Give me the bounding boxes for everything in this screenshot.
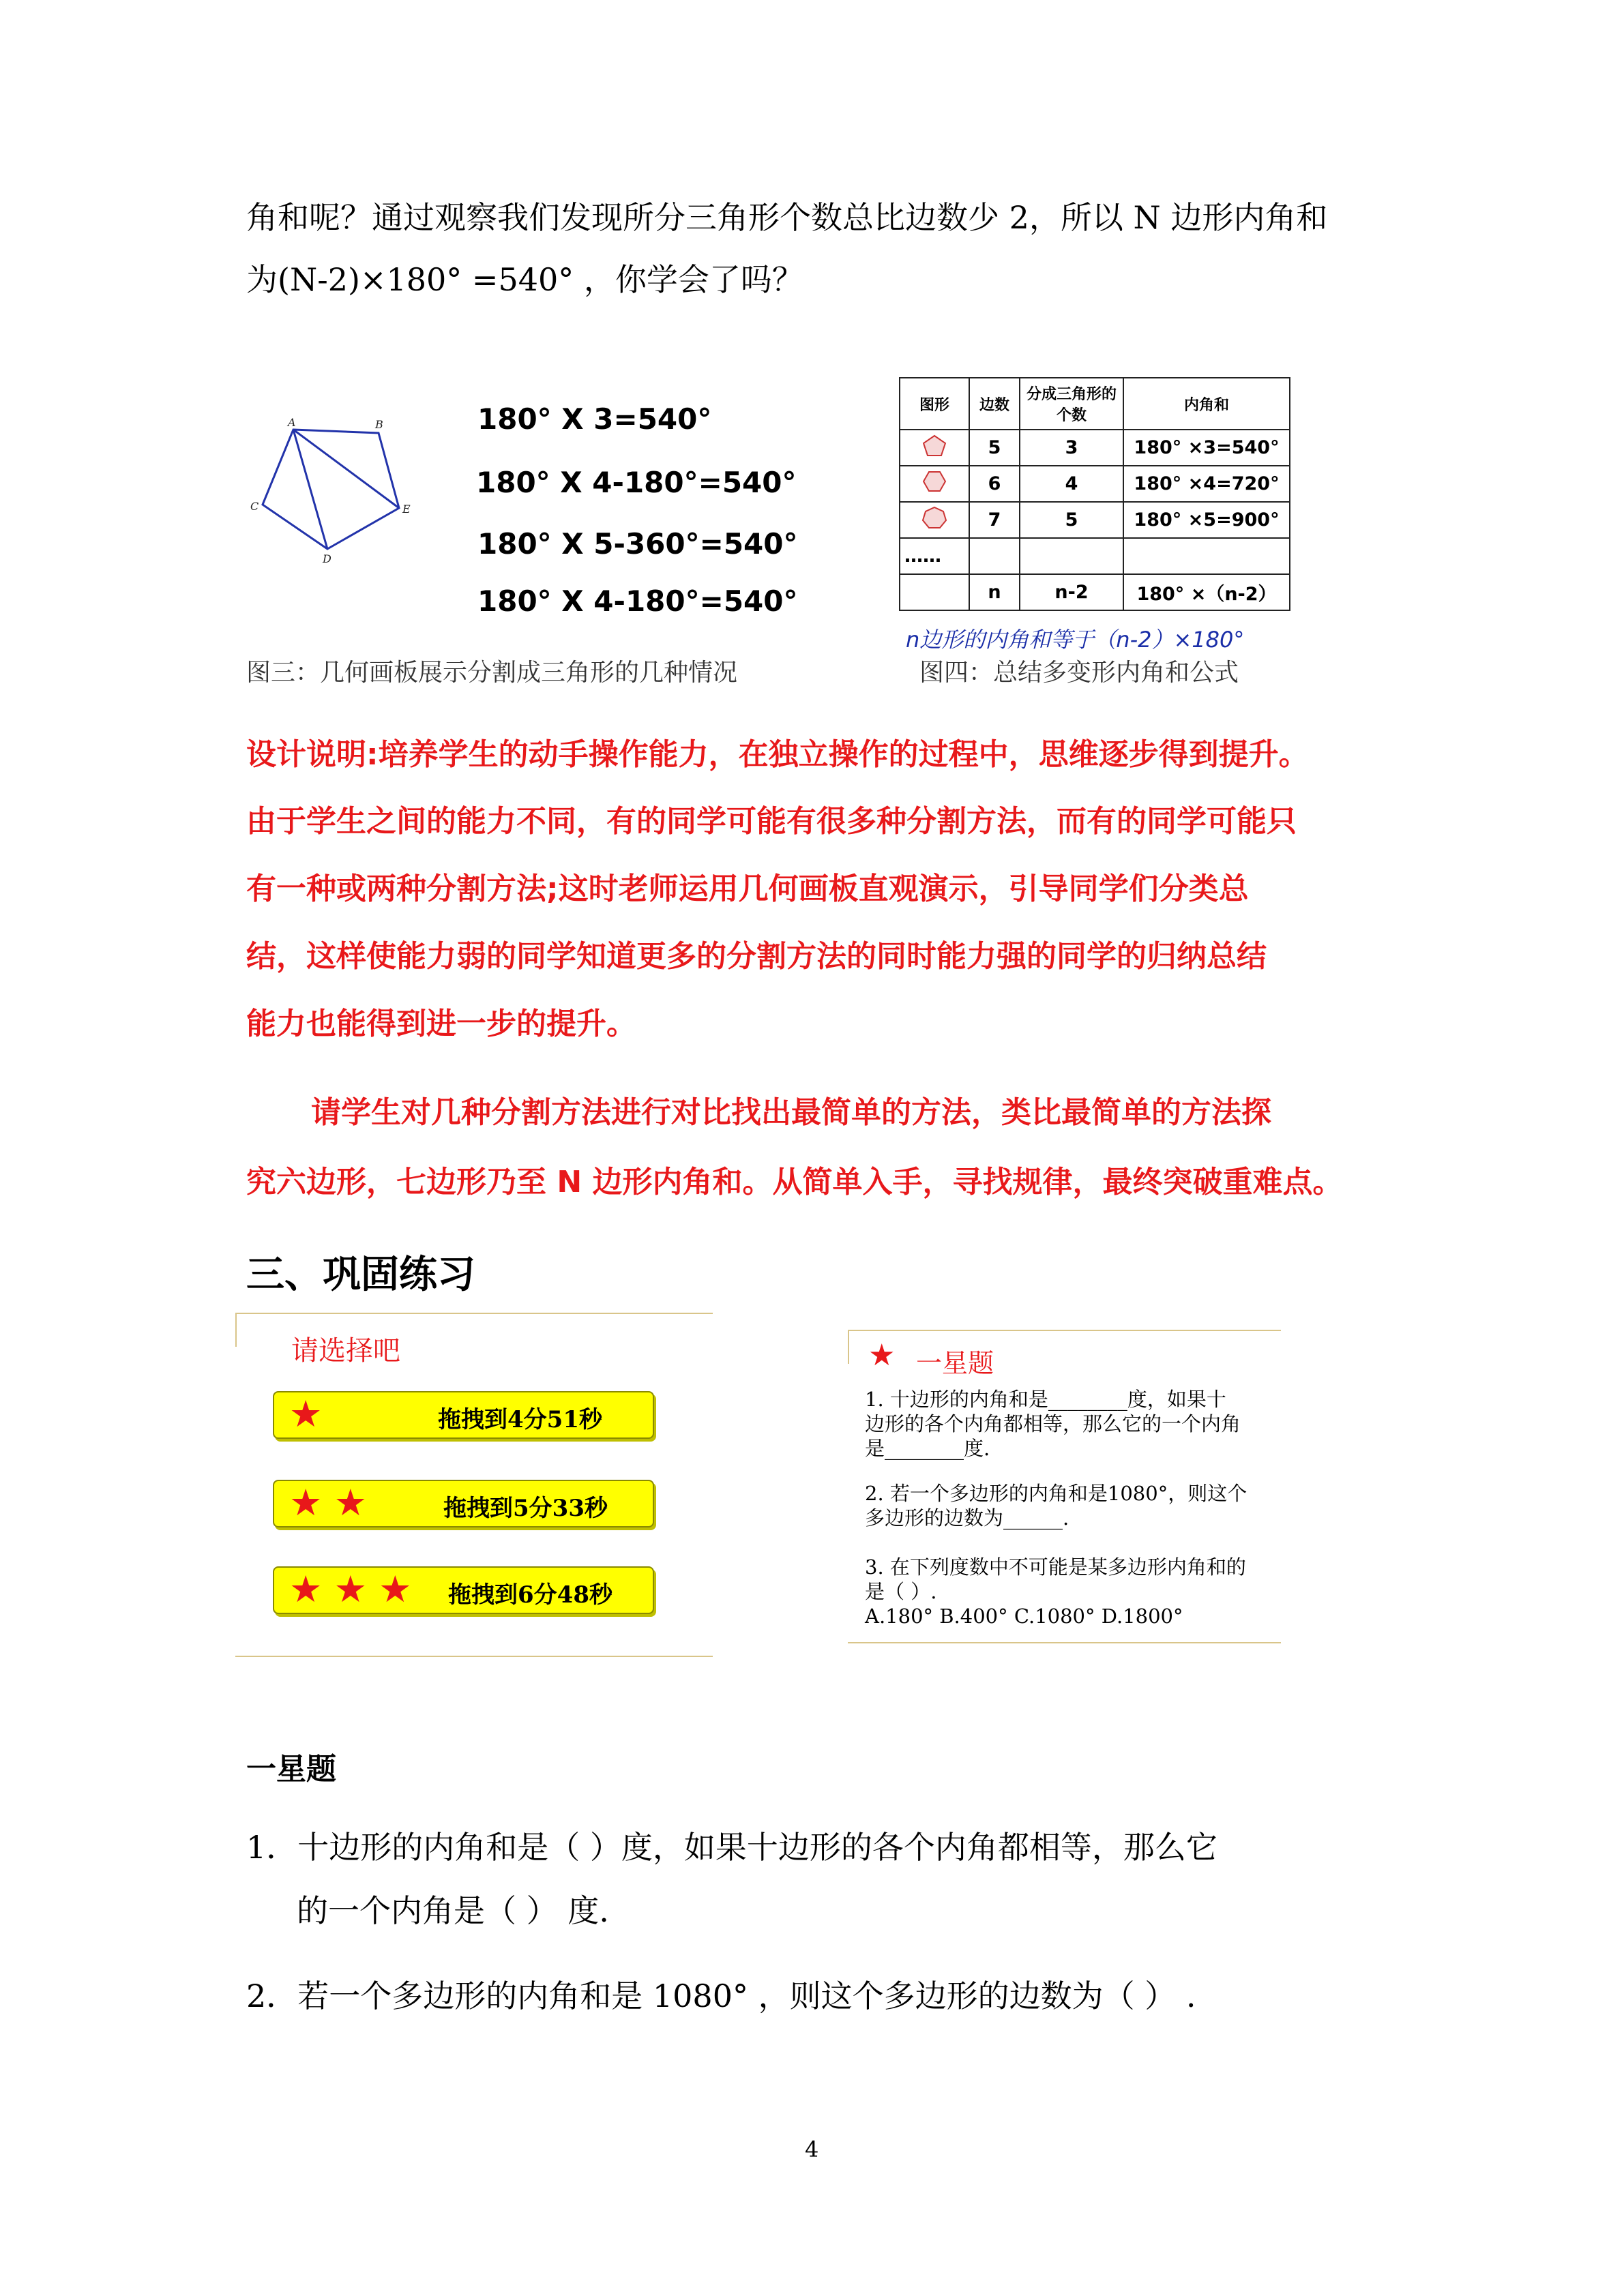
one-star-slide bbox=[848, 1330, 1281, 1643]
slide-left-border bbox=[235, 1313, 237, 1347]
figure3-caption: 图三：几何画板展示分割成三角形的几种情况 bbox=[246, 659, 738, 687]
two-star-button[interactable] bbox=[273, 1480, 654, 1527]
slide-question-text: 1. 十边形的内角和是________度，如果十 bbox=[865, 1388, 1226, 1411]
table-cell bbox=[900, 574, 969, 610]
design-note-para2-line-1: 请学生对几种分割方法进行对比找出最简单的方法，类比最简单的方法探 bbox=[311, 1095, 1271, 1130]
slide-bottom-border bbox=[235, 1656, 713, 1657]
page-number: 4 bbox=[805, 2136, 819, 2162]
question-1-line-1: 1．十边形的内角和是（ ）度，如果十边形的各个内角都相等，那么它 bbox=[246, 1829, 1217, 1866]
table-cell: n-2 bbox=[1020, 574, 1123, 610]
diagonal-ae bbox=[293, 430, 399, 508]
star-icon: ★ ★ bbox=[289, 1481, 367, 1524]
formula-3: 180° X 5-360°=540° bbox=[477, 527, 798, 561]
question-2: 2．若一个多边形的内角和是 1080° ，则这个多边形的边数为（ ） . bbox=[246, 1978, 1196, 2014]
header-triangles: 分成三角形的个数 bbox=[1020, 378, 1123, 430]
table-row bbox=[900, 574, 1290, 610]
design-note-para2-line-2: 究六边形，七边形乃至 N 边形内角和。从简单入手，寻找规律，最终突破重难点。 bbox=[246, 1165, 1343, 1199]
one-star-button[interactable] bbox=[273, 1391, 654, 1439]
vertex-a: A bbox=[288, 416, 296, 429]
star-icon: ★ bbox=[868, 1338, 896, 1373]
slide-question-text: 边形的各个内角都相等，那么它的一个内角 bbox=[865, 1412, 1241, 1435]
header-angle-sum: 内角和 bbox=[1123, 378, 1290, 430]
slide-question-text: 3. 在下列度数中不可能是某多边形内角和的 bbox=[865, 1555, 1246, 1579]
table-cell: n bbox=[969, 574, 1020, 610]
table-cell bbox=[969, 538, 1020, 574]
table-cell: 5 bbox=[1020, 502, 1123, 538]
design-note-line-2: 由于学生之间的能力不同，有的同学可能有很多种分割方法，而有的同学可能只 bbox=[246, 804, 1297, 839]
pentagon-outline bbox=[263, 430, 399, 549]
three-star-button[interactable] bbox=[273, 1566, 654, 1614]
shape-heptagon-icon bbox=[900, 502, 969, 538]
table-cell: 180° ×3=540° bbox=[1123, 430, 1290, 466]
slide-question-text: 是________度. bbox=[865, 1437, 990, 1460]
design-note-line-4: 结，这样使能力弱的同学知道更多的分割方法的同时能力强的同学的归纳总结 bbox=[246, 939, 1267, 974]
slide-title: 一星题 bbox=[916, 1348, 994, 1378]
vertex-e: E bbox=[402, 503, 411, 516]
table-cell bbox=[1123, 538, 1290, 574]
header-sides: 边数 bbox=[969, 378, 1020, 430]
table-cell: 180° ×5=900° bbox=[1123, 502, 1290, 538]
formula-4: 180° X 4-180°=540° bbox=[477, 584, 798, 618]
section-title: 三、巩固练习 bbox=[246, 1253, 475, 1297]
table-row bbox=[900, 538, 1290, 574]
slide-question-text: 多边形的边数为______. bbox=[865, 1506, 1069, 1530]
table-row bbox=[900, 502, 1290, 538]
table-cell: 3 bbox=[1020, 430, 1123, 466]
slide-top-border bbox=[848, 1330, 1281, 1331]
two-star-label: 拖拽到5分33秒 bbox=[443, 1495, 608, 1522]
figure4-caption: 图四：总结多变形内角和公式 bbox=[919, 659, 1239, 687]
slide-bottom-border bbox=[848, 1642, 1281, 1643]
shape-hexagon-icon bbox=[900, 466, 969, 502]
table-row bbox=[900, 466, 1290, 502]
choose-slide bbox=[235, 1313, 713, 1657]
question-1-line-2: 的一个内角是（ ） 度. bbox=[297, 1892, 609, 1929]
one-star-title: 一星题 bbox=[246, 1752, 336, 1787]
table-cell: 180° ×（n-2） bbox=[1123, 574, 1290, 610]
intro-line-2: 为(N-2)×180° =540° ，你学会了吗？ bbox=[246, 261, 803, 298]
table-cell bbox=[1020, 538, 1123, 574]
formula-2: 180° X 4-180°=540° bbox=[476, 466, 797, 499]
one-star-label: 拖拽到4分51秒 bbox=[438, 1406, 602, 1433]
slide-left-border bbox=[848, 1330, 849, 1364]
shape-pentagon-icon bbox=[900, 430, 969, 466]
table-header-row bbox=[900, 378, 1290, 430]
choose-title: 请选择吧 bbox=[291, 1335, 400, 1367]
summary-table-wrap bbox=[899, 377, 1290, 611]
table-cell: 5 bbox=[969, 430, 1020, 466]
table-row bbox=[900, 430, 1290, 466]
formula-1: 180° X 3=540° bbox=[477, 402, 712, 436]
summary-table bbox=[899, 377, 1290, 611]
design-note-line-5: 能力也能得到进一步的提升。 bbox=[246, 1007, 636, 1041]
vertex-d: D bbox=[323, 552, 331, 565]
star-icon: ★ ★ ★ bbox=[289, 1568, 412, 1611]
header-shape: 图形 bbox=[900, 378, 969, 430]
handwritten-formula: n边形的内角和等于（n-2）×180° bbox=[906, 627, 1245, 653]
diagonal-ad bbox=[293, 430, 327, 549]
vertex-c: C bbox=[250, 500, 259, 513]
intro-line-1: 角和呢？通过观察我们发现所分三角形个数总比边数少 2，所以 N 边形内角和 bbox=[246, 199, 1328, 236]
table-cell: 6 bbox=[969, 466, 1020, 502]
table-cell: 7 bbox=[969, 502, 1020, 538]
design-note-line-1: 设计说明:培养学生的动手操作能力，在独立操作的过程中，思维逐步得到提升。 bbox=[246, 737, 1309, 772]
table-cell: …… bbox=[900, 538, 969, 574]
slide-top-border bbox=[235, 1313, 713, 1314]
vertex-b: B bbox=[375, 418, 383, 431]
slide-question-text: A.180° B.400° C.1080° D.1800° bbox=[865, 1605, 1183, 1628]
three-star-label: 拖拽到6分48秒 bbox=[448, 1581, 612, 1609]
slide-question-text: 2. 若一个多边形的内角和是1080°，则这个 bbox=[865, 1482, 1247, 1505]
slide-question-text: 是（ ）. bbox=[865, 1580, 937, 1603]
table-cell: 4 bbox=[1020, 466, 1123, 502]
design-note-line-3: 有一种或两种分割方法;这时老师运用几何画板直观演示，引导同学们分类总 bbox=[246, 871, 1249, 906]
star-icon: ★ bbox=[289, 1392, 323, 1435]
table-cell: 180° ×4=720° bbox=[1123, 466, 1290, 502]
pentagon-diagram bbox=[246, 409, 423, 566]
